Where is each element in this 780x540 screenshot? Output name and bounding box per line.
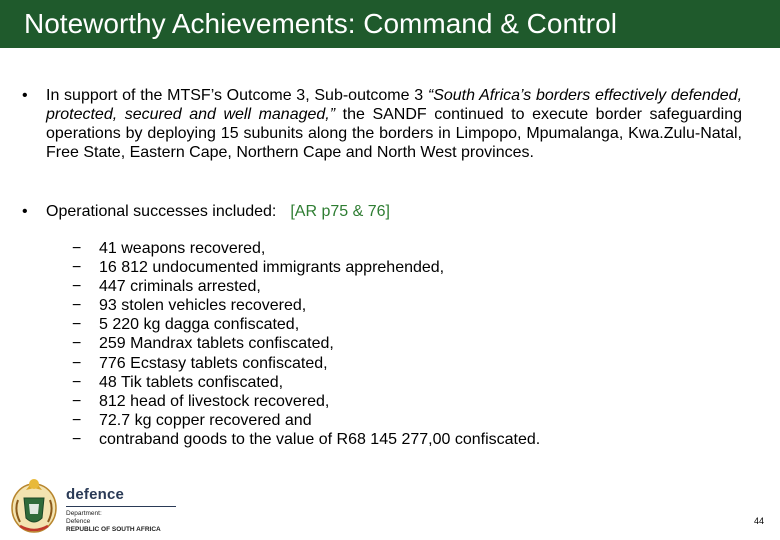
- list-item: − 5 220 kg dagga confiscated,: [72, 315, 540, 334]
- list-item: − 48 Tik tablets confiscated,: [72, 373, 540, 392]
- list-item: − contraband goods to the value of R68 145 277,00 confiscated.: [72, 430, 540, 449]
- page-number: 44: [753, 516, 764, 526]
- list-item: − 259 Mandrax tablets confiscated,: [72, 334, 540, 353]
- list-item: − 812 head of livestock recovered,: [72, 392, 540, 411]
- logo-country: REPUBLIC OF SOUTH AFRICA: [66, 526, 161, 533]
- logo-wordmark: defence: [66, 486, 125, 503]
- logo-divider: [66, 506, 176, 507]
- bullet-mtsf-suffix: the SANDF continued to execute border safeguarding operations by deploying 15 subunits along the borders in Limpopo, Mpumalanga, Kwa.Zulu-Natal, Free State, Eastern Cape, Northern Cape and North West provinces.: [46, 106, 743, 161]
- bullet-dot: •: [22, 203, 28, 220]
- bullet-mtsf-quote: “South Africa’s borders effectively defended, protected, secured and well managed,”: [46, 87, 743, 123]
- operational-label: Operational successes included:: [46, 203, 277, 220]
- list-item: − 16 812 undocumented immigrants apprehended,: [72, 258, 540, 277]
- coat-of-arms-icon: [8, 474, 60, 536]
- list-item: − 447 criminals arrested,: [72, 277, 540, 296]
- logo-defence: Defence: [66, 518, 91, 525]
- list-item: − 776 Ecstasy tablets confiscated,: [72, 354, 540, 373]
- list-item: − 41 weapons recovered,: [72, 239, 540, 258]
- bullet-mtsf: [22, 86, 742, 162]
- successes-list: [72, 239, 540, 449]
- bullet-mtsf-prefix: In support of the MTSF’s Outcome 3, Sub-outcome 3: [46, 87, 428, 104]
- logo-department: Department:: [66, 510, 102, 517]
- list-item: − 72.7 kg copper recovered and: [72, 411, 540, 430]
- bullet-mtsf-text: [46, 86, 742, 162]
- slide-title: Noteworthy Achievements: Command & Control: [24, 8, 617, 39]
- bullet-operational: [22, 202, 742, 221]
- annual-report-reference: [AR p75 & 76]: [290, 203, 390, 220]
- list-item: − 93 stolen vehicles recovered,: [72, 296, 540, 315]
- bullet-dot: •: [22, 87, 28, 104]
- defence-logo: [8, 474, 178, 536]
- title-bar: [0, 0, 780, 48]
- bullet-operational-text: [46, 202, 742, 221]
